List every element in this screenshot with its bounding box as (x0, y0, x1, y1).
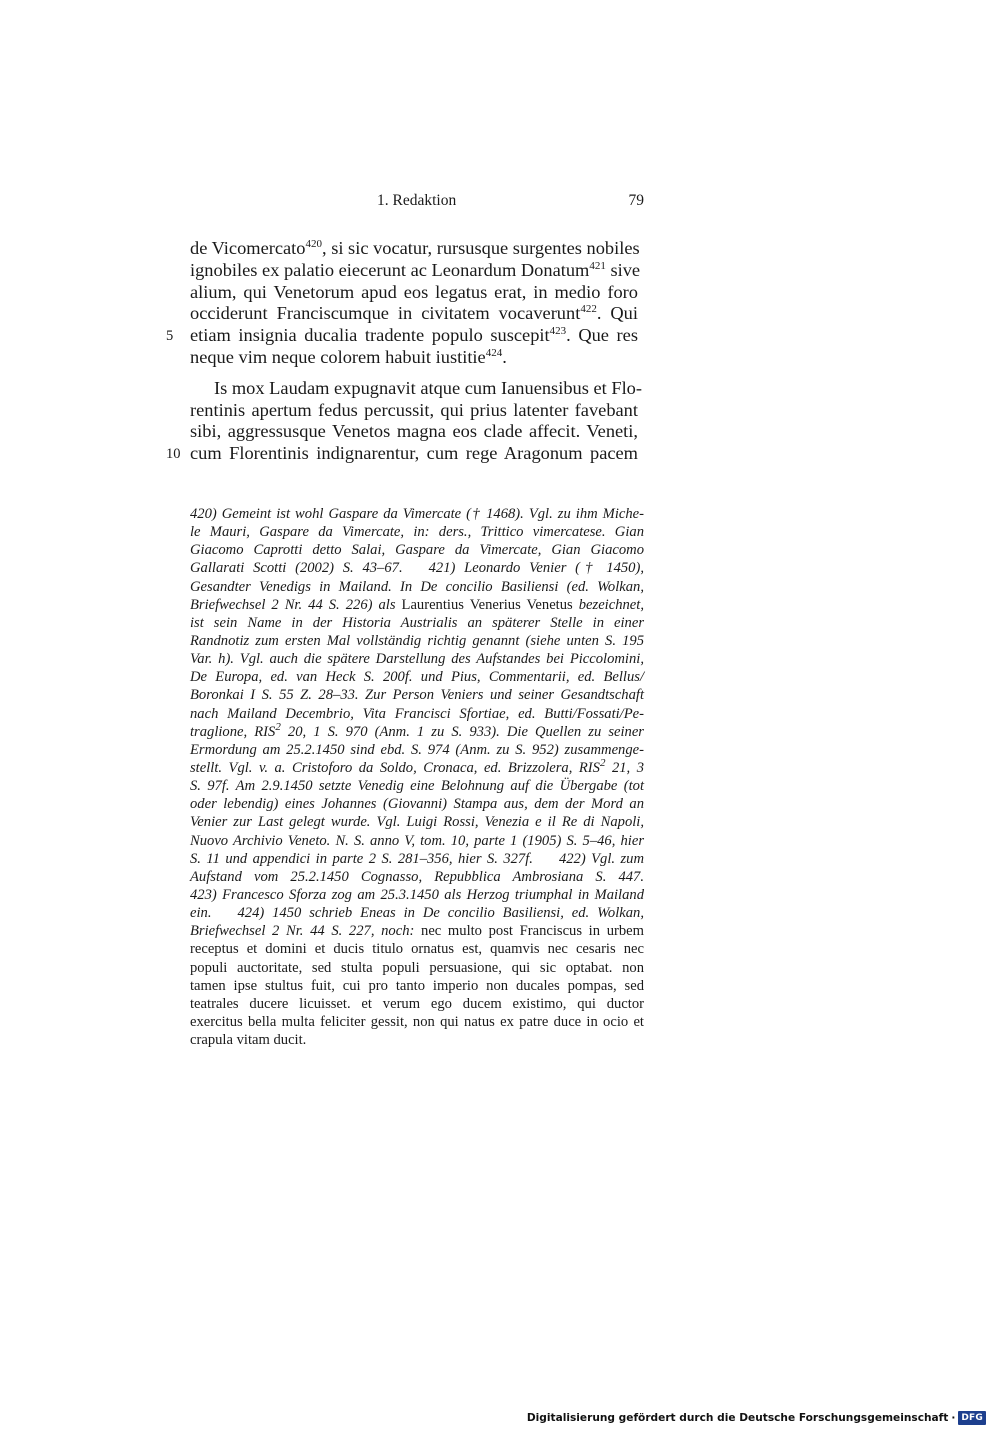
text-line: de Vicomercato$^{420}$, si sic vocatur, rursusque surgentes nobiles (190, 237, 640, 258)
footnote-line: receptus et domini et ducis titulo ornatus est, quamvis nec cesaris nec (190, 941, 644, 958)
footnote-line: Gesandter Venedigs in Mailand. In De concilio Basiliensi (ed. Wolkan, (190, 578, 644, 595)
line-number: 10 (166, 446, 181, 463)
footnote-line: Briefwechsel 2 Nr. 44 S. 227, noch: nec multo post Franciscus in urbem (190, 923, 644, 940)
footnote-line: Randnotiz zum ersten Mal vollständig richtig genannt (siehe unten S. 195 (190, 632, 644, 649)
line-number: 5 (166, 328, 174, 345)
footnote-line: Aufstand vom 25.2.1450 Cognasso, Repubblica Ambrosiana S. 447. (190, 868, 644, 885)
footnote-line: exercitus bella multa feliciter gessit, non qui natus ex patre duce in ocio et (190, 1013, 644, 1030)
text-line: rentinis apertum fedus percussit, qui prius latenter favebant (190, 399, 638, 420)
running-head (190, 192, 644, 214)
footnote-line: ein. 424) 1450 schrieb Eneas in De concilio Basiliensi, ed. Wolkan, (190, 905, 644, 922)
footnote-line: Venier zur Last gelegt wurde. Vgl. Luigi Rossi, Venezia e il Re di Napoli, (190, 814, 644, 831)
footnote-line: Var. h). Vgl. auch die spätere Darstellung des Aufstandes bei Piccolomini, (190, 651, 644, 668)
footnote-line: tamen ipse stultus fuit, cui pro tanto imperio non ducales pompas, sed (190, 977, 644, 994)
footnote-ref: 421 (589, 259, 606, 272)
footnote-line: le Mauri, Gaspare da Vimercate, in: ders., Trittico vimercatese. Gian (190, 524, 644, 541)
dfg-logo-icon: DFG (958, 1411, 986, 1425)
text-line: occiderunt Franciscumque in civitatem vocaverunt$^{422}$. Qui (190, 303, 638, 324)
text-line: sibi, aggressusque Venetos magna eos clade affecit. Veneti, (190, 421, 638, 442)
footnote-line: Giacomo Caprotti detto Salai, Gaspare da Vimercate, Gian Giacomo (190, 542, 644, 559)
footnote-line: S. 11 und appendici in parte 2 S. 281–356, hier S. 327f. 422) Vgl. zum (190, 850, 645, 867)
footnote-line: crapula vitam ducit. (190, 1032, 307, 1049)
footnote-line: nach Mailand Decembrio, Vita Francisci Sfortiae, ed. Butti/Fossati/Pe- (190, 705, 644, 722)
page-number: 79 (628, 192, 644, 209)
footnote-ref: 424 (485, 346, 503, 359)
text-line: ignobiles ex palatio eiecerunt ac Leonardum Donatum$^{421}$ sive (190, 259, 641, 280)
text-line: Is mox Laudam expugnavit atque cum Ianuensibus et Flo- (214, 377, 642, 398)
footnote-line: De Europa, ed. van Heck S. 200f. und Pius, Commentarii, ed. Bellus/ (190, 669, 644, 686)
footnotes (190, 505, 644, 1049)
text-line: alium, qui Venetorum apud eos legatus erat, in medio foro (190, 281, 638, 302)
footnote-line: populi auctoritate, sed stulta populi persuasione, qui sic optabat. non (190, 959, 644, 976)
footnote-ref: 422 (580, 303, 597, 316)
footnote-line: ist sein Name in der Historia Austrialis an späterer Stelle in einer (190, 614, 644, 631)
footnote-ref: 420 (305, 237, 322, 250)
main-text (166, 237, 642, 465)
footnote-line: traglione, RIS$^2$ 20, 1 S. 970 (Anm. 1 zu S. 933). Die Quellen zu seiner (190, 720, 644, 740)
footnote-line: stellt. Vgl. v. a. Cristoforo da Soldo, Cronaca, ed. Brizzolera, RIS$^2$ 21, 3 (190, 757, 644, 776)
footnote-line: oder lebendig) eines Johannes (Giovanni) Stampa aus, dem der Mord an (190, 796, 644, 813)
footnote-line: S. 97f. Am 2.9.1450 setzte Venedig eine Belohnung auf die Übergabe (tot (190, 778, 644, 795)
footnote-line: Nuovo Archivio Veneto. N. S. anno V, tom. 10, parte 1 (1905) S. 5–46, hier (190, 832, 644, 849)
footnote-line: 423) Francesco Sforza zog am 25.3.1450 als Herzog triumphal in Mailand (190, 886, 644, 903)
dfg-credit-text: Digitalisierung gefördert durch die Deutsche Forschungsgemeinschaft (526, 1412, 949, 1424)
text-line: neque vim neque colorem habuit iustitie$^{424}$. (190, 346, 507, 367)
text-line: 10 cum Florentinis indignarentur, cum rege Aragonum pacem (190, 443, 638, 465)
footnote-line: Ermordung am 25.2.1450 sind ebd. S. 974 (Anm. zu S. 952) zusammenge- (190, 741, 644, 758)
footnote-line: Boronkai I S. 55 Z. 28–33. Zur Person Veniers und seiner Gesandtschaft (190, 687, 644, 704)
footnote-line: teatrales ducere licuisset. et verum ego ducem existimo, qui ductor (190, 995, 644, 1012)
footnote-ref: 423 (549, 325, 567, 338)
footnote-line: Gallarati Scotti (2002) S. 43–67. 421) Leonardo Venier († 1450), (190, 560, 644, 577)
dfg-credit: Digitalisierung gefördert durch die Deutsche Forschungsgemeinschaft · DFG (527, 1410, 986, 1426)
text-line: 5 etiam insignia ducalia tradente populo suscepit$^{423}$. Que res (190, 325, 638, 347)
footnote-line: Briefwechsel 2 Nr. 44 S. 226) als Laurentius Venerius Venetus bezeichnet, (190, 596, 644, 613)
running-title: 1. Redaktion (377, 192, 457, 209)
footnote-line: 420) Gemeint ist wohl Gaspare da Vimercate († 1468). Vgl. zu ihm Miche- (190, 506, 644, 522)
